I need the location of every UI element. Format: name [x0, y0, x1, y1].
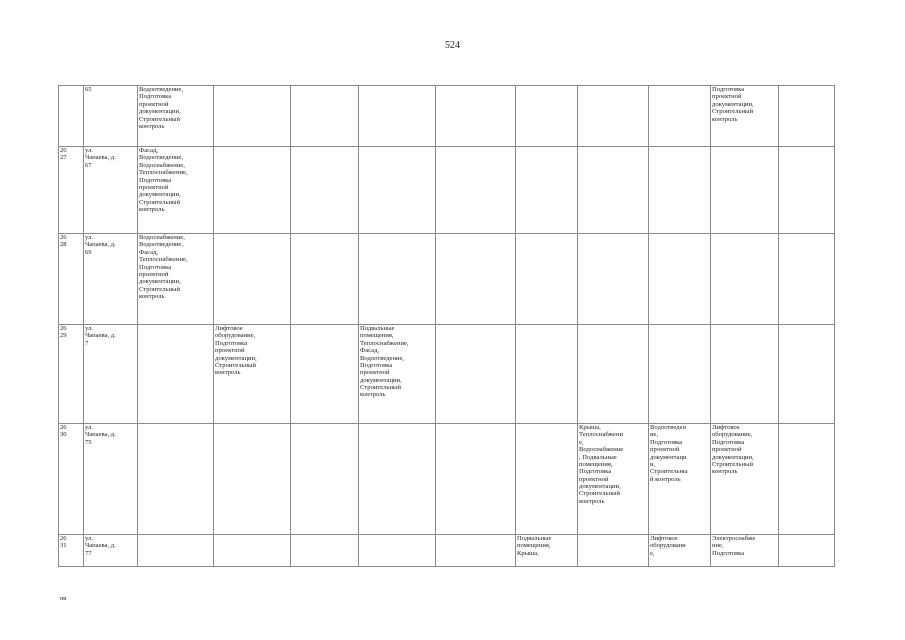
row-number-cell: [59, 424, 84, 535]
cell-text: Крыша, Теплоснабжени е, Водоснабжение , Подвальные помещения, Подготовка проектной документации, Строительный контроль: [579, 424, 624, 505]
address-cell: [84, 234, 138, 325]
work-cell-c3: [291, 424, 359, 535]
cell-text: ул. Чапаева, д. 69: [85, 234, 116, 256]
cell-text: 26 31: [60, 535, 67, 550]
table-row: [59, 535, 835, 567]
work-cell-c10: [779, 234, 835, 325]
work-cell-c5: [436, 234, 516, 325]
work-cell-c9: [711, 86, 779, 147]
table-row: [59, 147, 835, 234]
cell-text: Водоотведен ие, Подготовка проектной документаци и, Строительны й контроль: [650, 424, 688, 483]
work-cell-c5: [436, 86, 516, 147]
work-cell-c10: [779, 86, 835, 147]
work-cell-c1: [138, 86, 214, 147]
work-cell-c4: [359, 86, 436, 147]
work-cell-c1: [138, 147, 214, 234]
row-number-cell: [59, 147, 84, 234]
cell-text: Водоотведение, Подготовка проектной документации, Строительный контроль: [139, 86, 184, 130]
address-cell: [84, 147, 138, 234]
work-cell-c10: [779, 147, 835, 234]
work-cell-c9: [711, 325, 779, 424]
work-cell-c6: [516, 147, 578, 234]
work-cell-c5: [436, 325, 516, 424]
work-cell-c2: [214, 535, 291, 567]
cell-text: Подвальные помещения, Крыша,: [517, 535, 552, 557]
table-row: [59, 234, 835, 325]
cell-text: ул. Чапаева, д. 7: [85, 325, 116, 347]
work-cell-c6: [516, 86, 578, 147]
work-cell-c9: [711, 535, 779, 567]
work-cell-c8: [649, 234, 711, 325]
address-cell: [84, 424, 138, 535]
work-cell-c3: [291, 234, 359, 325]
work-cell-c5: [436, 535, 516, 567]
cell-text: Лифтовое оборудовани е,: [650, 535, 686, 557]
work-cell-c10: [779, 424, 835, 535]
footer-text: ни: [60, 596, 67, 602]
work-cell-c5: [436, 424, 516, 535]
work-cell-c6: [516, 234, 578, 325]
work-cell-c1: [138, 234, 214, 325]
work-cell-c4: [359, 147, 436, 234]
work-cell-c2: [214, 234, 291, 325]
work-cell-c8: [649, 147, 711, 234]
work-cell-c2: [214, 325, 291, 424]
cell-text: ул. Чапаева, д. 67: [85, 147, 116, 169]
work-cell-c9: [711, 147, 779, 234]
work-cell-c4: [359, 535, 436, 567]
cell-text: Фасад, Водоотведение, Водоснабжение, Теплоснабжение, Подготовка проектной документации, Строительный контроль: [139, 147, 188, 213]
works-table: [58, 85, 835, 567]
work-cell-c10: [779, 535, 835, 567]
row-number-cell: [59, 86, 84, 147]
cell-text: Подготовка проектной документации, Строительный контроль: [712, 86, 754, 123]
work-cell-c8: [649, 325, 711, 424]
row-number-cell: [59, 234, 84, 325]
cell-text: Водоснабжение, Водоотведение, Фасад, Теплоснабжение, Подготовка проектной документации, Строительный контроль: [139, 234, 188, 300]
work-cell-c3: [291, 535, 359, 567]
work-cell-c8: [649, 424, 711, 535]
work-cell-c9: [711, 424, 779, 535]
work-cell-c1: [138, 535, 214, 567]
cell-text: 26 30: [60, 424, 67, 439]
work-cell-c7: [578, 86, 649, 147]
table-body: [59, 86, 835, 567]
row-number-cell: [59, 535, 84, 567]
cell-text: 65: [85, 86, 92, 93]
cell-text: ул. Чапаева, д. 77: [85, 535, 116, 557]
work-cell-c5: [436, 147, 516, 234]
table-row: [59, 325, 835, 424]
table-row: [59, 424, 835, 535]
work-cell-c7: [578, 325, 649, 424]
work-cell-c7: [578, 234, 649, 325]
work-cell-c3: [291, 86, 359, 147]
work-cell-c6: [516, 535, 578, 567]
work-cell-c8: [649, 535, 711, 567]
address-cell: [84, 86, 138, 147]
cell-text: Лифтовое оборудование, Подготовка проектной документации, Строительный контроль: [712, 424, 754, 476]
cell-text: 26 27: [60, 147, 67, 162]
page-number: 524: [445, 40, 460, 51]
work-cell-c4: [359, 325, 436, 424]
address-cell: [84, 535, 138, 567]
cell-text: 26 29: [60, 325, 67, 340]
row-number-cell: [59, 325, 84, 424]
work-cell-c6: [516, 424, 578, 535]
work-cell-c4: [359, 234, 436, 325]
address-cell: [84, 325, 138, 424]
work-cell-c2: [214, 424, 291, 535]
cell-text: Лифтовое оборудование, Подготовка проектной документации, Строительный контроль: [215, 325, 257, 377]
work-cell-c7: [578, 147, 649, 234]
work-cell-c2: [214, 147, 291, 234]
work-cell-c8: [649, 86, 711, 147]
work-cell-c4: [359, 424, 436, 535]
work-cell-c3: [291, 325, 359, 424]
work-cell-c7: [578, 424, 649, 535]
work-cell-c7: [578, 535, 649, 567]
work-cell-c2: [214, 86, 291, 147]
work-cell-c1: [138, 424, 214, 535]
table-row: [59, 86, 835, 147]
cell-text: ул. Чапаева, д. 75: [85, 424, 116, 446]
cell-text: Подвальные помещения, Теплоснабжение, Фасад, Водоотведение, Подготовка проектной документации, Строительный контроль: [360, 325, 409, 399]
cell-text: Электроснабже ние, Подготовка: [712, 535, 756, 557]
work-cell-c1: [138, 325, 214, 424]
work-cell-c9: [711, 234, 779, 325]
work-cell-c10: [779, 325, 835, 424]
work-cell-c3: [291, 147, 359, 234]
work-cell-c6: [516, 325, 578, 424]
cell-text: 26 28: [60, 234, 67, 249]
